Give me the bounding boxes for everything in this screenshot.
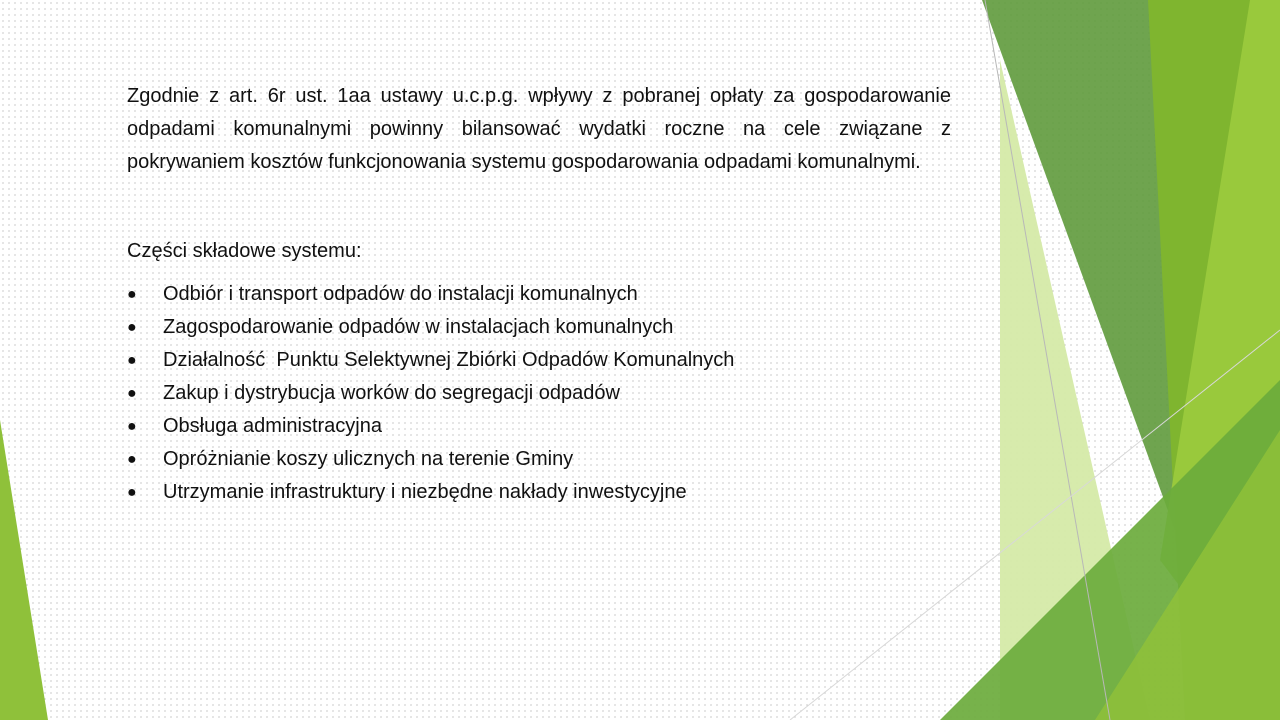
components-list [127,278,951,509]
bullet-icon: ● [127,451,137,468]
list-item-text: Zakup i dystrybucja worków do segregacji odpadów [163,382,620,404]
bullet-icon: ● [127,418,137,435]
list-item [127,377,951,410]
bullet-icon: ● [127,484,137,501]
list-item-text: Działalność Punktu Selektywnej Zbiórki Odpadów Komunalnych [163,349,735,371]
bullet-icon: ● [127,286,137,303]
components-heading: Części składowe systemu: [127,240,362,262]
list-item [127,311,951,344]
list-item-text: Utrzymanie infrastruktury i niezbędne nakłady inwestycyjne [163,481,687,503]
list-item-text: Zagospodarowanie odpadów w instalacjach komunalnych [163,316,674,338]
list-item [127,410,951,443]
bullet-icon: ● [127,385,137,402]
intro-paragraph: Zgodnie z art. 6r ust. 1aa ustawy u.c.p.g. wpływy z pobranej opłaty za gospodarowanie odpadami komunalnymi powinny bilansować wydatki roczne na cele związane z pokrywaniem kosztów funkcjonowania systemu gospodarowania odpadami komunalnymi. [127,85,951,173]
list-item-text: Opróżnianie koszy ulicznych na terenie Gminy [163,448,574,470]
list-item [127,344,951,377]
list-item [127,443,951,476]
bullet-icon: ● [127,352,137,369]
list-item-text: Obsługa administracyjna [163,415,382,437]
slide-content [127,80,951,509]
list-item-text: Odbiór i transport odpadów do instalacji komunalnych [163,283,638,305]
left-green-sliver [0,420,48,720]
list-item [127,476,951,509]
list-item [127,278,951,311]
bullet-icon: ● [127,319,137,336]
